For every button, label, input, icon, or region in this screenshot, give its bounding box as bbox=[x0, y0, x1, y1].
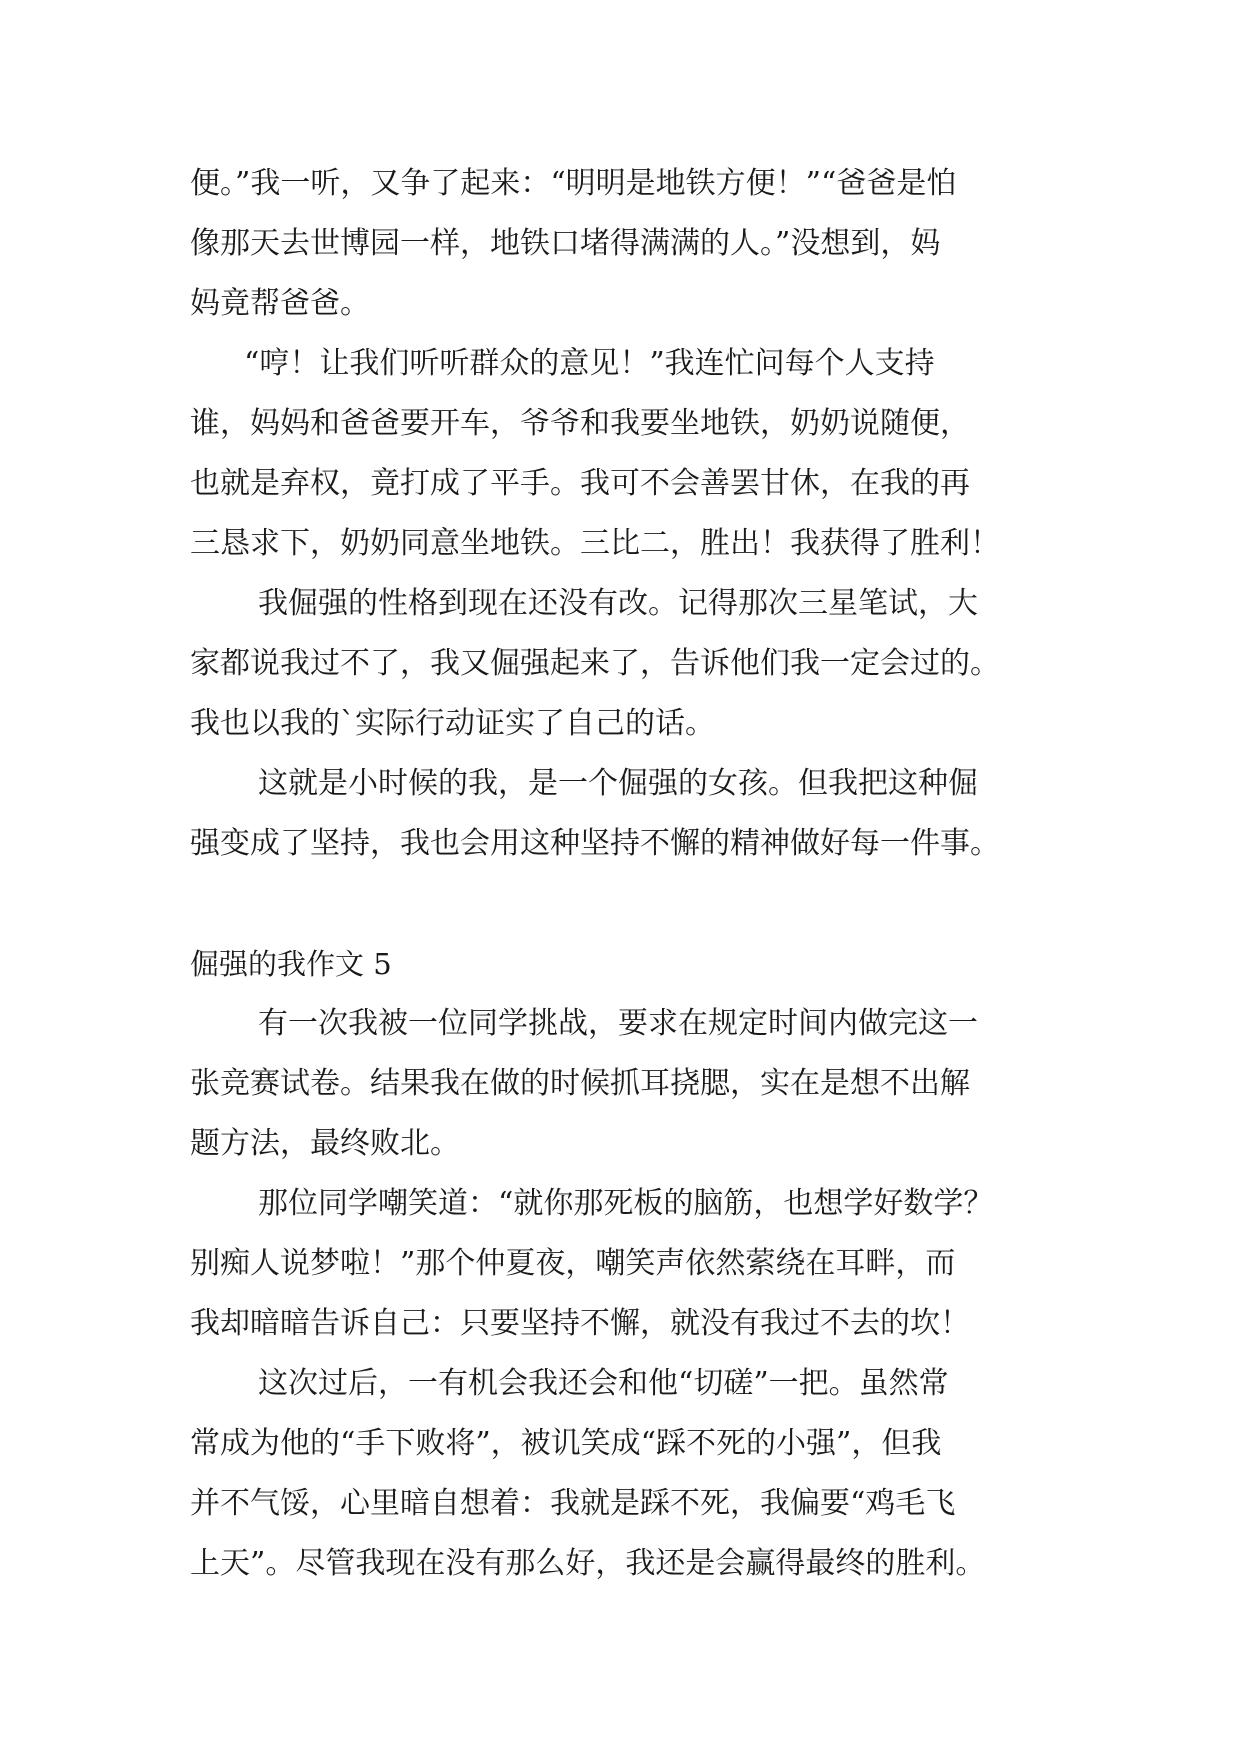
paragraph-line: 便。”我一听，又争了起来：“明明是地铁方便！”“爸爸是怕 bbox=[190, 166, 957, 201]
paragraph-line: 三恳求下，奶奶同意坐地铁。三比二，胜出！我获得了胜利！ bbox=[190, 526, 1000, 561]
paragraph-line: 上天”。尽管我现在没有那么好，我还是会赢得最终的胜利。 bbox=[190, 1546, 986, 1581]
paragraph-line: 谁，妈妈和爸爸要开车，爷爷和我要坐地铁，奶奶说随便， bbox=[190, 406, 970, 441]
paragraph-line: 常成为他的“手下败将”，被讥笑成“踩不死的小强”，但我 bbox=[190, 1426, 942, 1461]
paragraph-line: 并不气馁，心里暗自想着：我就是踩不死，我偏要“鸡毛飞 bbox=[190, 1486, 956, 1521]
paragraph-line: 我却暗暗告诉自己：只要坚持不懈，就没有我过不去的坎！ bbox=[190, 1306, 970, 1341]
paragraph-line: 妈竟帮爸爸。 bbox=[190, 286, 370, 321]
paragraph-line: 也就是弃权，竟打成了平手。我可不会善罢甘休，在我的再 bbox=[190, 466, 970, 501]
paragraph-line: 题方法，最终败北。 bbox=[190, 1126, 460, 1161]
paragraph-line: 这次过后，一有机会我还会和他“切磋”一把。虽然常 bbox=[258, 1366, 949, 1401]
paragraph-line: 强变成了坚持，我也会用这种坚持不懈的精神做好每一件事。 bbox=[190, 826, 1000, 861]
paragraph-line: 张竞赛试卷。结果我在做的时候抓耳挠腮，实在是想不出解 bbox=[190, 1066, 970, 1101]
paragraph-line: 有一次我被一位同学挑战，要求在规定时间内做完这一 bbox=[258, 1006, 978, 1041]
section-title: 倔强的我作文 5 bbox=[190, 947, 392, 981]
paragraph-line: “哼！让我们听听群众的意见！”我连忙问每个人支持 bbox=[244, 346, 935, 381]
paragraph-line: 别痴人说梦啦！”那个仲夏夜，嘲笑声依然萦绕在耳畔，而 bbox=[190, 1246, 956, 1281]
paragraph-line: 我倔强的性格到现在还没有改。记得那次三星笔试，大 bbox=[258, 586, 978, 621]
paragraph-line: 我也以我的`实际行动证实了自己的话。 bbox=[190, 706, 715, 741]
paragraph-line: 那位同学嘲笑道：“就你那死板的脑筋，也想学好数学？ bbox=[258, 1186, 994, 1221]
paragraph-line: 这就是小时候的我，是一个倔强的女孩。但我把这种倔 bbox=[258, 766, 978, 801]
paragraph-line: 家都说我过不了，我又倔强起来了，告诉他们我一定会过的。 bbox=[190, 646, 1000, 681]
paragraph-line: 像那天去世博园一样，地铁口堵得满满的人。”没想到，妈 bbox=[190, 226, 941, 261]
